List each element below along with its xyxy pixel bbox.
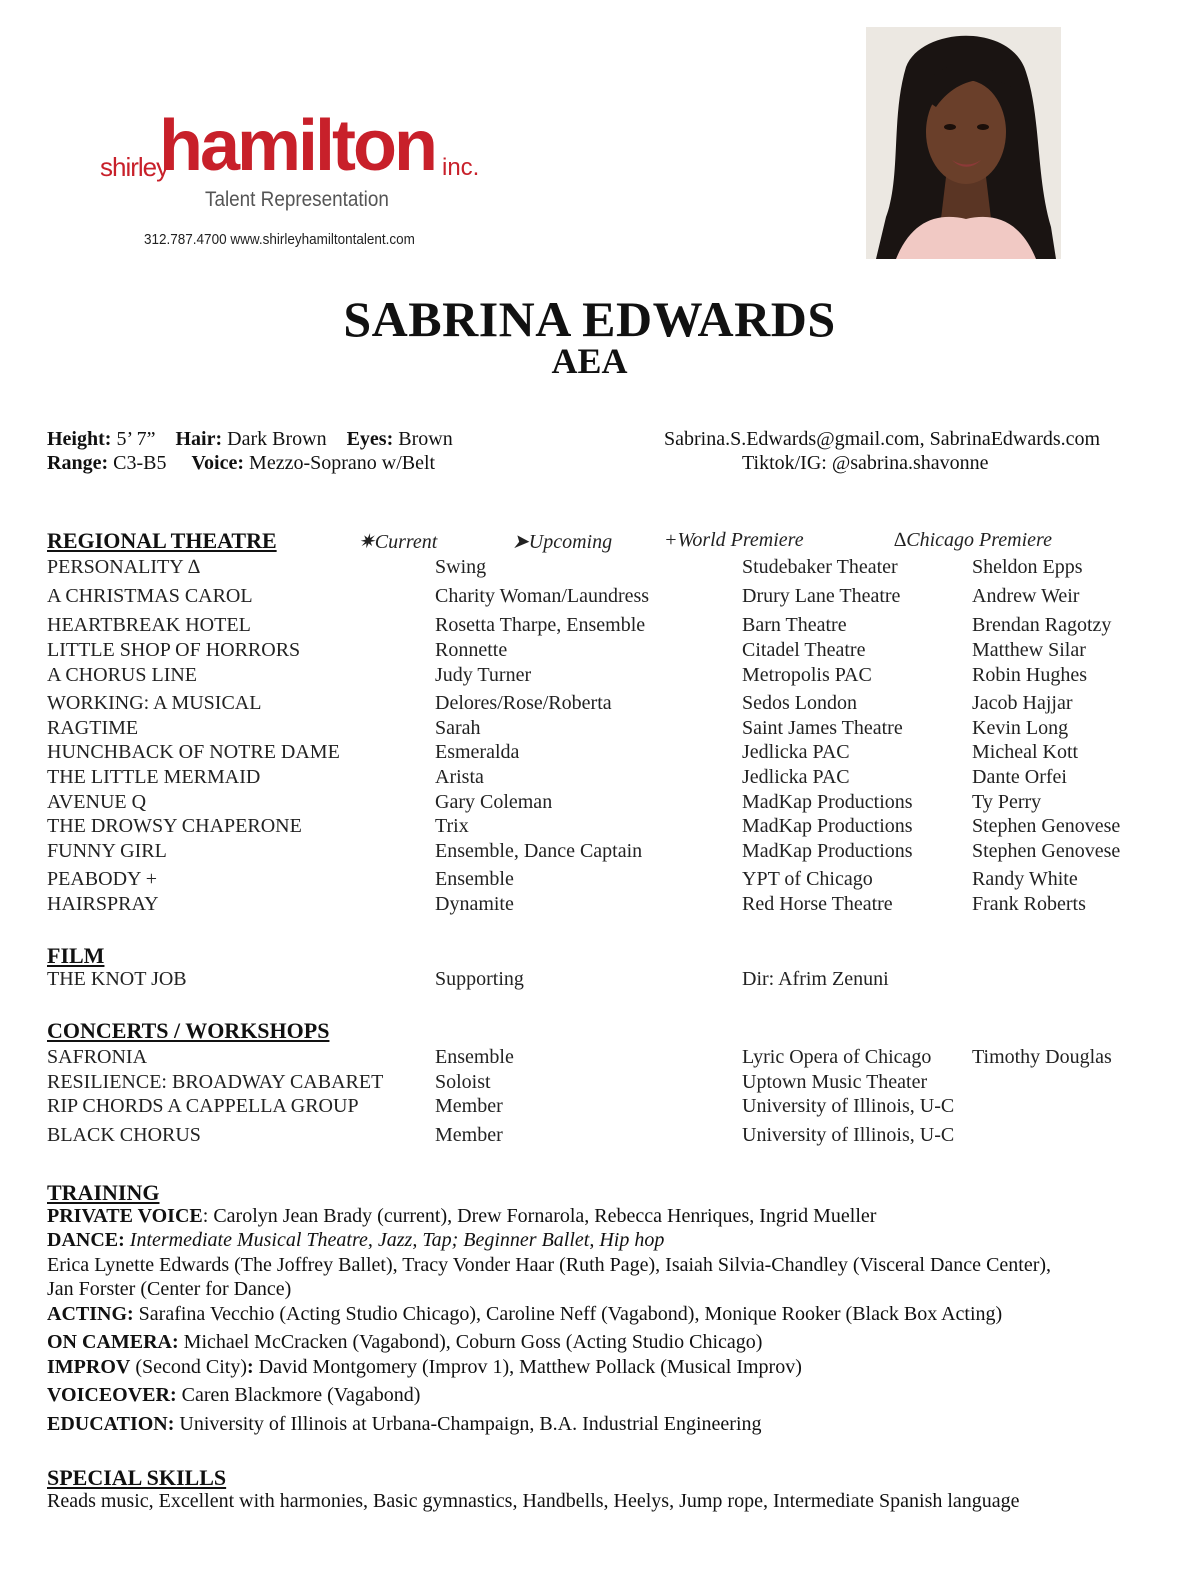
stats-line-2 bbox=[47, 452, 435, 475]
training-dance-teachers-1: Erica Lynette Edwards (The Joffrey Ballet), Tracy Vonder Haar (Ruth Page), Isaiah Silvia-Chandley (Visceral Dance Center), bbox=[47, 1254, 1052, 1276]
credit-title: HAIRSPRAY bbox=[47, 893, 159, 915]
credit-role: Member bbox=[435, 1095, 503, 1117]
credit-title: PERSONALITY ∆ bbox=[47, 556, 201, 578]
training-acting-label: ACTING: bbox=[47, 1303, 134, 1325]
credit-title: A CHRISTMAS CAROL bbox=[47, 585, 253, 607]
credit-role: Rosetta Tharpe, Ensemble bbox=[435, 614, 646, 636]
credit-role: Soloist bbox=[435, 1071, 491, 1093]
section-heading-film: FILM bbox=[47, 943, 105, 968]
credit-role: Sarah bbox=[435, 717, 481, 739]
legend-chicago-label: Chicago Premiere bbox=[906, 529, 1052, 551]
credit-director: Sheldon Epps bbox=[972, 556, 1083, 578]
training-voice-label: PRIVATE VOICE bbox=[47, 1205, 203, 1227]
credit-title: THE LITTLE MERMAID bbox=[47, 766, 261, 788]
legend-upcoming-label: Upcoming bbox=[528, 531, 613, 553]
credit-venue: Red Horse Theatre bbox=[742, 893, 893, 915]
voice-value: Mezzo-Soprano w/Belt bbox=[249, 452, 436, 474]
credit-title: HUNCHBACK OF NOTRE DAME bbox=[47, 741, 340, 763]
credit-role: Dynamite bbox=[435, 893, 514, 915]
training-dance-label: DANCE: bbox=[47, 1229, 125, 1251]
training-edu-text: University of Illinois at Urbana-Champaign, B.A. Industrial Engineering bbox=[179, 1413, 762, 1435]
credit-title: RESILIENCE: BROADWAY CABARET bbox=[47, 1071, 384, 1093]
credit-role: Ensemble bbox=[435, 868, 514, 890]
training-improv-colon: : bbox=[246, 1356, 254, 1378]
credit-title: PEABODY + bbox=[47, 868, 157, 890]
credit-title: HEARTBREAK HOTEL bbox=[47, 614, 251, 636]
credit-venue: MadKap Productions bbox=[742, 791, 913, 813]
credit-venue: Jedlicka PAC bbox=[742, 741, 850, 763]
credit-role: Ensemble, Dance Captain bbox=[435, 840, 643, 862]
credit-role: Member bbox=[435, 1124, 503, 1146]
logo-contact: 312.787.4700 www.shirleyhamiltontalent.com bbox=[144, 231, 415, 248]
credit-director: Matthew Silar bbox=[972, 639, 1086, 661]
credit-director: Ty Perry bbox=[972, 791, 1042, 813]
agency-logo bbox=[97, 106, 497, 260]
headshot-photo bbox=[866, 27, 1061, 259]
credit-title: THE DROWSY CHAPERONE bbox=[47, 815, 302, 837]
credit-director: Brendan Ragotzy bbox=[972, 614, 1112, 636]
credit-title: RAGTIME bbox=[47, 717, 139, 739]
credit-role: Gary Coleman bbox=[435, 791, 553, 813]
credit-venue: Metropolis PAC bbox=[742, 664, 872, 686]
credit-role: Ronnette bbox=[435, 639, 508, 661]
eyes-label: Eyes: bbox=[346, 428, 394, 450]
training-private-voice bbox=[47, 1205, 876, 1228]
performer-name: SABRINA EDWARDS bbox=[343, 291, 836, 347]
credit-venue: Jedlicka PAC bbox=[742, 766, 850, 788]
training-voice-text: : Carolyn Jean Brady (current), Drew Fornarola, Rebecca Henriques, Ingrid Mueller bbox=[202, 1205, 877, 1227]
legend-upcoming bbox=[512, 529, 612, 554]
range-label: Range: bbox=[47, 452, 109, 474]
legend-current bbox=[358, 529, 437, 554]
training-vo-label: VOICEOVER: bbox=[47, 1384, 177, 1406]
training-improv-text: David Montgomery (Improv 1), Matthew Pollack (Musical Improv) bbox=[253, 1356, 802, 1378]
credit-title: BLACK CHORUS bbox=[47, 1124, 201, 1146]
credit-director: Micheal Kott bbox=[972, 741, 1079, 763]
training-voiceover bbox=[47, 1384, 420, 1407]
credit-venue: Saint James Theatre bbox=[742, 717, 903, 739]
section-heading-training: TRAINING bbox=[47, 1180, 160, 1205]
section-heading-regional: REGIONAL THEATRE bbox=[47, 528, 277, 553]
contact-social[interactable]: Tiktok/IG: @sabrina.shavonne bbox=[742, 452, 989, 474]
credit-venue: Barn Theatre bbox=[742, 614, 847, 636]
section-heading-skills: SPECIAL SKILLS bbox=[47, 1465, 227, 1490]
credit-role: Supporting bbox=[435, 968, 524, 990]
legend-current-symbol: ✷ bbox=[358, 531, 375, 553]
credit-role: Arista bbox=[435, 766, 484, 788]
stats-line-1 bbox=[47, 428, 453, 451]
credit-director: Stephen Genovese bbox=[972, 815, 1121, 837]
credit-venue: MadKap Productions bbox=[742, 815, 913, 837]
training-improv-label: IMPROV bbox=[47, 1356, 131, 1378]
credit-venue: Sedos London bbox=[742, 692, 857, 714]
training-acting-text: Sarafina Vecchio (Acting Studio Chicago), Caroline Neff (Vagabond), Monique Rooker (Black Box Acting) bbox=[138, 1303, 1003, 1325]
credit-venue: Citadel Theatre bbox=[742, 639, 866, 661]
credit-title: AVENUE Q bbox=[47, 791, 147, 813]
credit-venue: Dir: Afrim Zenuni bbox=[742, 968, 889, 990]
training-camera-text: Michael McCracken (Vagabond), Coburn Goss (Acting Studio Chicago) bbox=[183, 1331, 763, 1353]
height-value: 5’ 7” bbox=[116, 428, 156, 450]
training-dance bbox=[47, 1229, 664, 1252]
credit-role: Judy Turner bbox=[435, 664, 532, 686]
credit-role: Charity Woman/Laundress bbox=[435, 585, 650, 607]
section-heading-concerts: CONCERTS / WORKSHOPS bbox=[47, 1018, 330, 1043]
credit-title: FUNNY GIRL bbox=[47, 840, 167, 862]
credit-director: Jacob Hajjar bbox=[972, 692, 1073, 714]
credit-director: Randy White bbox=[972, 868, 1078, 890]
legend-chicago-premiere bbox=[894, 529, 1052, 552]
training-dance-styles: Intermediate Musical Theatre, Jazz, Tap; Beginner Ballet, Hip hop bbox=[129, 1229, 665, 1251]
training-vo-text: Caren Blackmore (Vagabond) bbox=[181, 1384, 421, 1406]
legend-world-premiere: +World Premiere bbox=[664, 529, 804, 551]
range-value: C3-B5 bbox=[113, 452, 167, 474]
credit-director: Frank Roberts bbox=[972, 893, 1086, 915]
credit-director: Kevin Long bbox=[972, 717, 1069, 739]
credit-title: THE KNOT JOB bbox=[47, 968, 187, 990]
credit-role: Ensemble bbox=[435, 1046, 514, 1068]
credit-venue: Lyric Opera of Chicago bbox=[742, 1046, 932, 1068]
credit-director: Stephen Genovese bbox=[972, 840, 1121, 862]
training-on-camera bbox=[47, 1331, 762, 1354]
credit-role: Esmeralda bbox=[435, 741, 520, 763]
credit-director: Dante Orfei bbox=[972, 766, 1067, 788]
logo-suffix: inc. bbox=[442, 154, 480, 181]
logo-wordmark: hamilton bbox=[159, 106, 435, 186]
credit-director: Robin Hughes bbox=[972, 664, 1087, 686]
legend-chicago-symbol: ∆ bbox=[894, 529, 907, 551]
logo-prefix: shirley bbox=[100, 152, 169, 182]
credit-title: WORKING: A MUSICAL bbox=[47, 692, 262, 714]
eyes-value: Brown bbox=[398, 428, 453, 450]
training-improv bbox=[47, 1356, 802, 1379]
legend-current-label: Current bbox=[374, 531, 438, 553]
training-edu-label: EDUCATION: bbox=[47, 1413, 175, 1435]
training-education bbox=[47, 1413, 762, 1436]
credit-role: Trix bbox=[435, 815, 469, 837]
credit-venue: Uptown Music Theater bbox=[742, 1071, 928, 1093]
height-label: Height: bbox=[47, 428, 112, 450]
credit-title: RIP CHORDS A CAPPELLA GROUP bbox=[47, 1095, 359, 1117]
credit-venue: MadKap Productions bbox=[742, 840, 913, 862]
credit-title: SAFRONIA bbox=[47, 1046, 148, 1068]
hair-label: Hair: bbox=[175, 428, 223, 450]
training-acting bbox=[47, 1303, 1002, 1326]
training-camera-label: ON CAMERA: bbox=[47, 1331, 179, 1353]
credit-title: LITTLE SHOP OF HORRORS bbox=[47, 639, 301, 661]
training-improv-paren: (Second City) bbox=[130, 1356, 247, 1378]
contact-email-website[interactable]: Sabrina.S.Edwards@gmail.com, SabrinaEdwards.com bbox=[664, 428, 1101, 450]
logo-tagline: Talent Representation bbox=[205, 188, 389, 211]
credit-venue: Drury Lane Theatre bbox=[742, 585, 901, 607]
credit-venue: YPT of Chicago bbox=[742, 868, 873, 890]
credit-venue: University of Illinois, U-C bbox=[742, 1095, 955, 1117]
legend-upcoming-symbol: ➤ bbox=[512, 531, 529, 553]
credit-role: Swing bbox=[435, 556, 487, 578]
training-dance-teachers-2: Jan Forster (Center for Dance) bbox=[47, 1278, 292, 1300]
credit-role: Delores/Rose/Roberta bbox=[435, 692, 612, 714]
credit-venue: Studebaker Theater bbox=[742, 556, 898, 578]
credit-venue: University of Illinois, U-C bbox=[742, 1124, 955, 1146]
voice-label: Voice: bbox=[191, 452, 245, 474]
union-affiliation: AEA bbox=[551, 341, 628, 381]
credit-director: Andrew Weir bbox=[972, 585, 1080, 607]
special-skills-text: Reads music, Excellent with harmonies, Basic gymnastics, Handbells, Heelys, Jump rope, Intermediate Spanish language bbox=[47, 1490, 1020, 1512]
hair-value: Dark Brown bbox=[227, 428, 327, 450]
credit-title: A CHORUS LINE bbox=[47, 664, 198, 686]
credit-director: Timothy Douglas bbox=[972, 1046, 1112, 1068]
